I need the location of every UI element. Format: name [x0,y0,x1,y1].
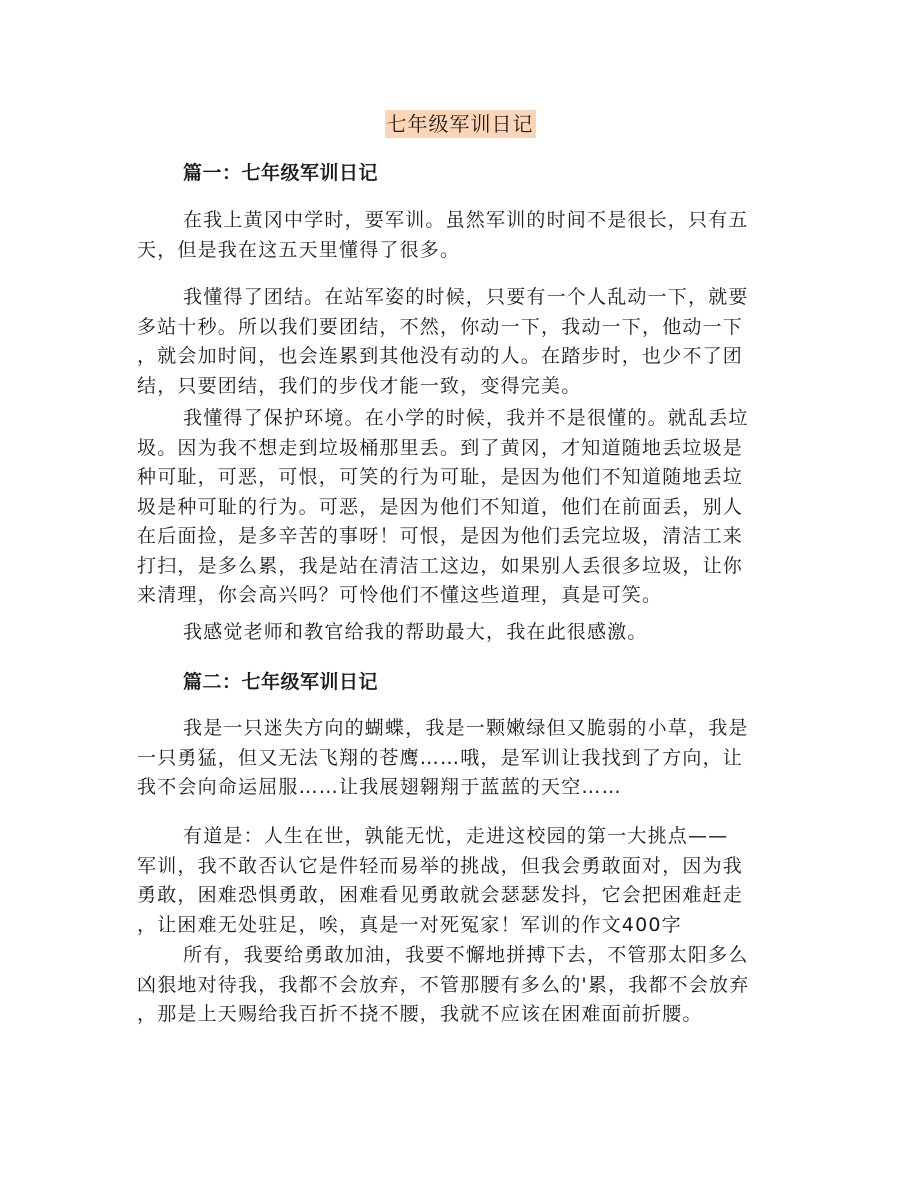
text-line: 圾是种可耻的行为。可恶，是因为他们不知道，他们在前面丢，别人 [137,495,744,518]
section-2-paragraph-1 [137,714,787,803]
text-line: 我是一只迷失方向的蝴蝶，我是一颗嫩绿但又脆弱的小草，我是 [183,717,749,739]
text-line: 所有，我要给勇敢加油，我要不懈地拼搏下去，不管那太阳多么 [183,944,749,966]
text-line: 我感觉老师和教官给我的帮助最大，我在此很感激。 [183,621,648,643]
text-line: 有道是：人生在世，孰能无忧，走进这校园的第一大挑点—— [183,825,729,847]
text-line: 打扫，是多么累，我是站在清洁工这边，如果别人丢很多垃圾，让你 [137,554,744,577]
text-line: ，让困难无处驻足，唉，真是一对死冤家！军训的作文400字 [137,913,682,936]
text-line: 在后面捡，是多辛苦的事呀！可恨，是因为他们丢完垃圾，清洁工来 [137,525,744,547]
text-line: 天，但是我在这五天里懂得了很多。 [137,238,461,261]
text-line: 种可耻，可恶，可恨，可笑的行为可耻，是因为他们不知道随地丢垃 [137,466,744,488]
text-line: 我懂得了保护环境。在小学的时候，我并不是很懂的。就乱丢垃 [183,407,749,429]
section-1-paragraph-4 [137,618,787,648]
text-line: 圾。因为我不想走到垃圾桶那里丢。到了黄冈，才知道随地丢垃圾是 [137,436,744,459]
text-line: 一只勇猛，但又无法飞翔的苍鹰……哦，是军训让我找到了方向，让 [137,746,744,769]
text-line: 我懂得了团结。在站军姿的时候，只要有一个人乱动一下，就要 [183,286,749,308]
section-1-heading: 篇一：七年级军训日记 [183,162,379,184]
document-title: 七年级军训日记 [386,112,534,136]
section-1-paragraph-1 [137,206,787,265]
section-1-paragraph-3 [137,404,787,611]
text-line: 凶狠地对待我，我都不会放弃，不管那腰有多么的'累，我都不会放弃 [137,973,750,996]
title-wrap [0,110,920,138]
text-line: 多站十秒。所以我们要团结，不然，你动一下，我动一下，他动一下 [137,315,744,338]
section-2-paragraph-2 [137,822,787,940]
text-line: 来清理，你会高兴吗？可怜他们不懂这些道理，真是可笑。 [137,584,663,606]
text-line: 我不会向命运屈服……让我展翅翱翔于蓝蓝的天空…… [137,776,622,798]
section-2-heading: 篇二：七年级军训日记 [183,671,379,693]
text-line: 勇敢，困难恐惧勇敢，困难看见勇敢就会瑟瑟发抖，它会把困难赶走 [137,884,744,906]
text-line: ，就会加时间，也会连累到其他没有动的人。在踏步时，也少不了团 [137,345,744,367]
section-2-paragraph-3 [137,941,787,1030]
text-line: 在我上黄冈中学时，要军训。虽然军训的时间不是很长，只有五 [183,209,749,231]
text-line: 军训，我不敢否认它是件轻而易举的挑战，但我会勇敢面对，因为我 [137,854,744,877]
text-line: 结，只要团结，我们的步伐才能一致，变得完美。 [137,374,582,397]
section-1-paragraph-2 [137,283,787,401]
text-line: ，那是上天赐给我百折不挠不腰，我就不应该在困难面前折腰。 [137,1003,703,1025]
